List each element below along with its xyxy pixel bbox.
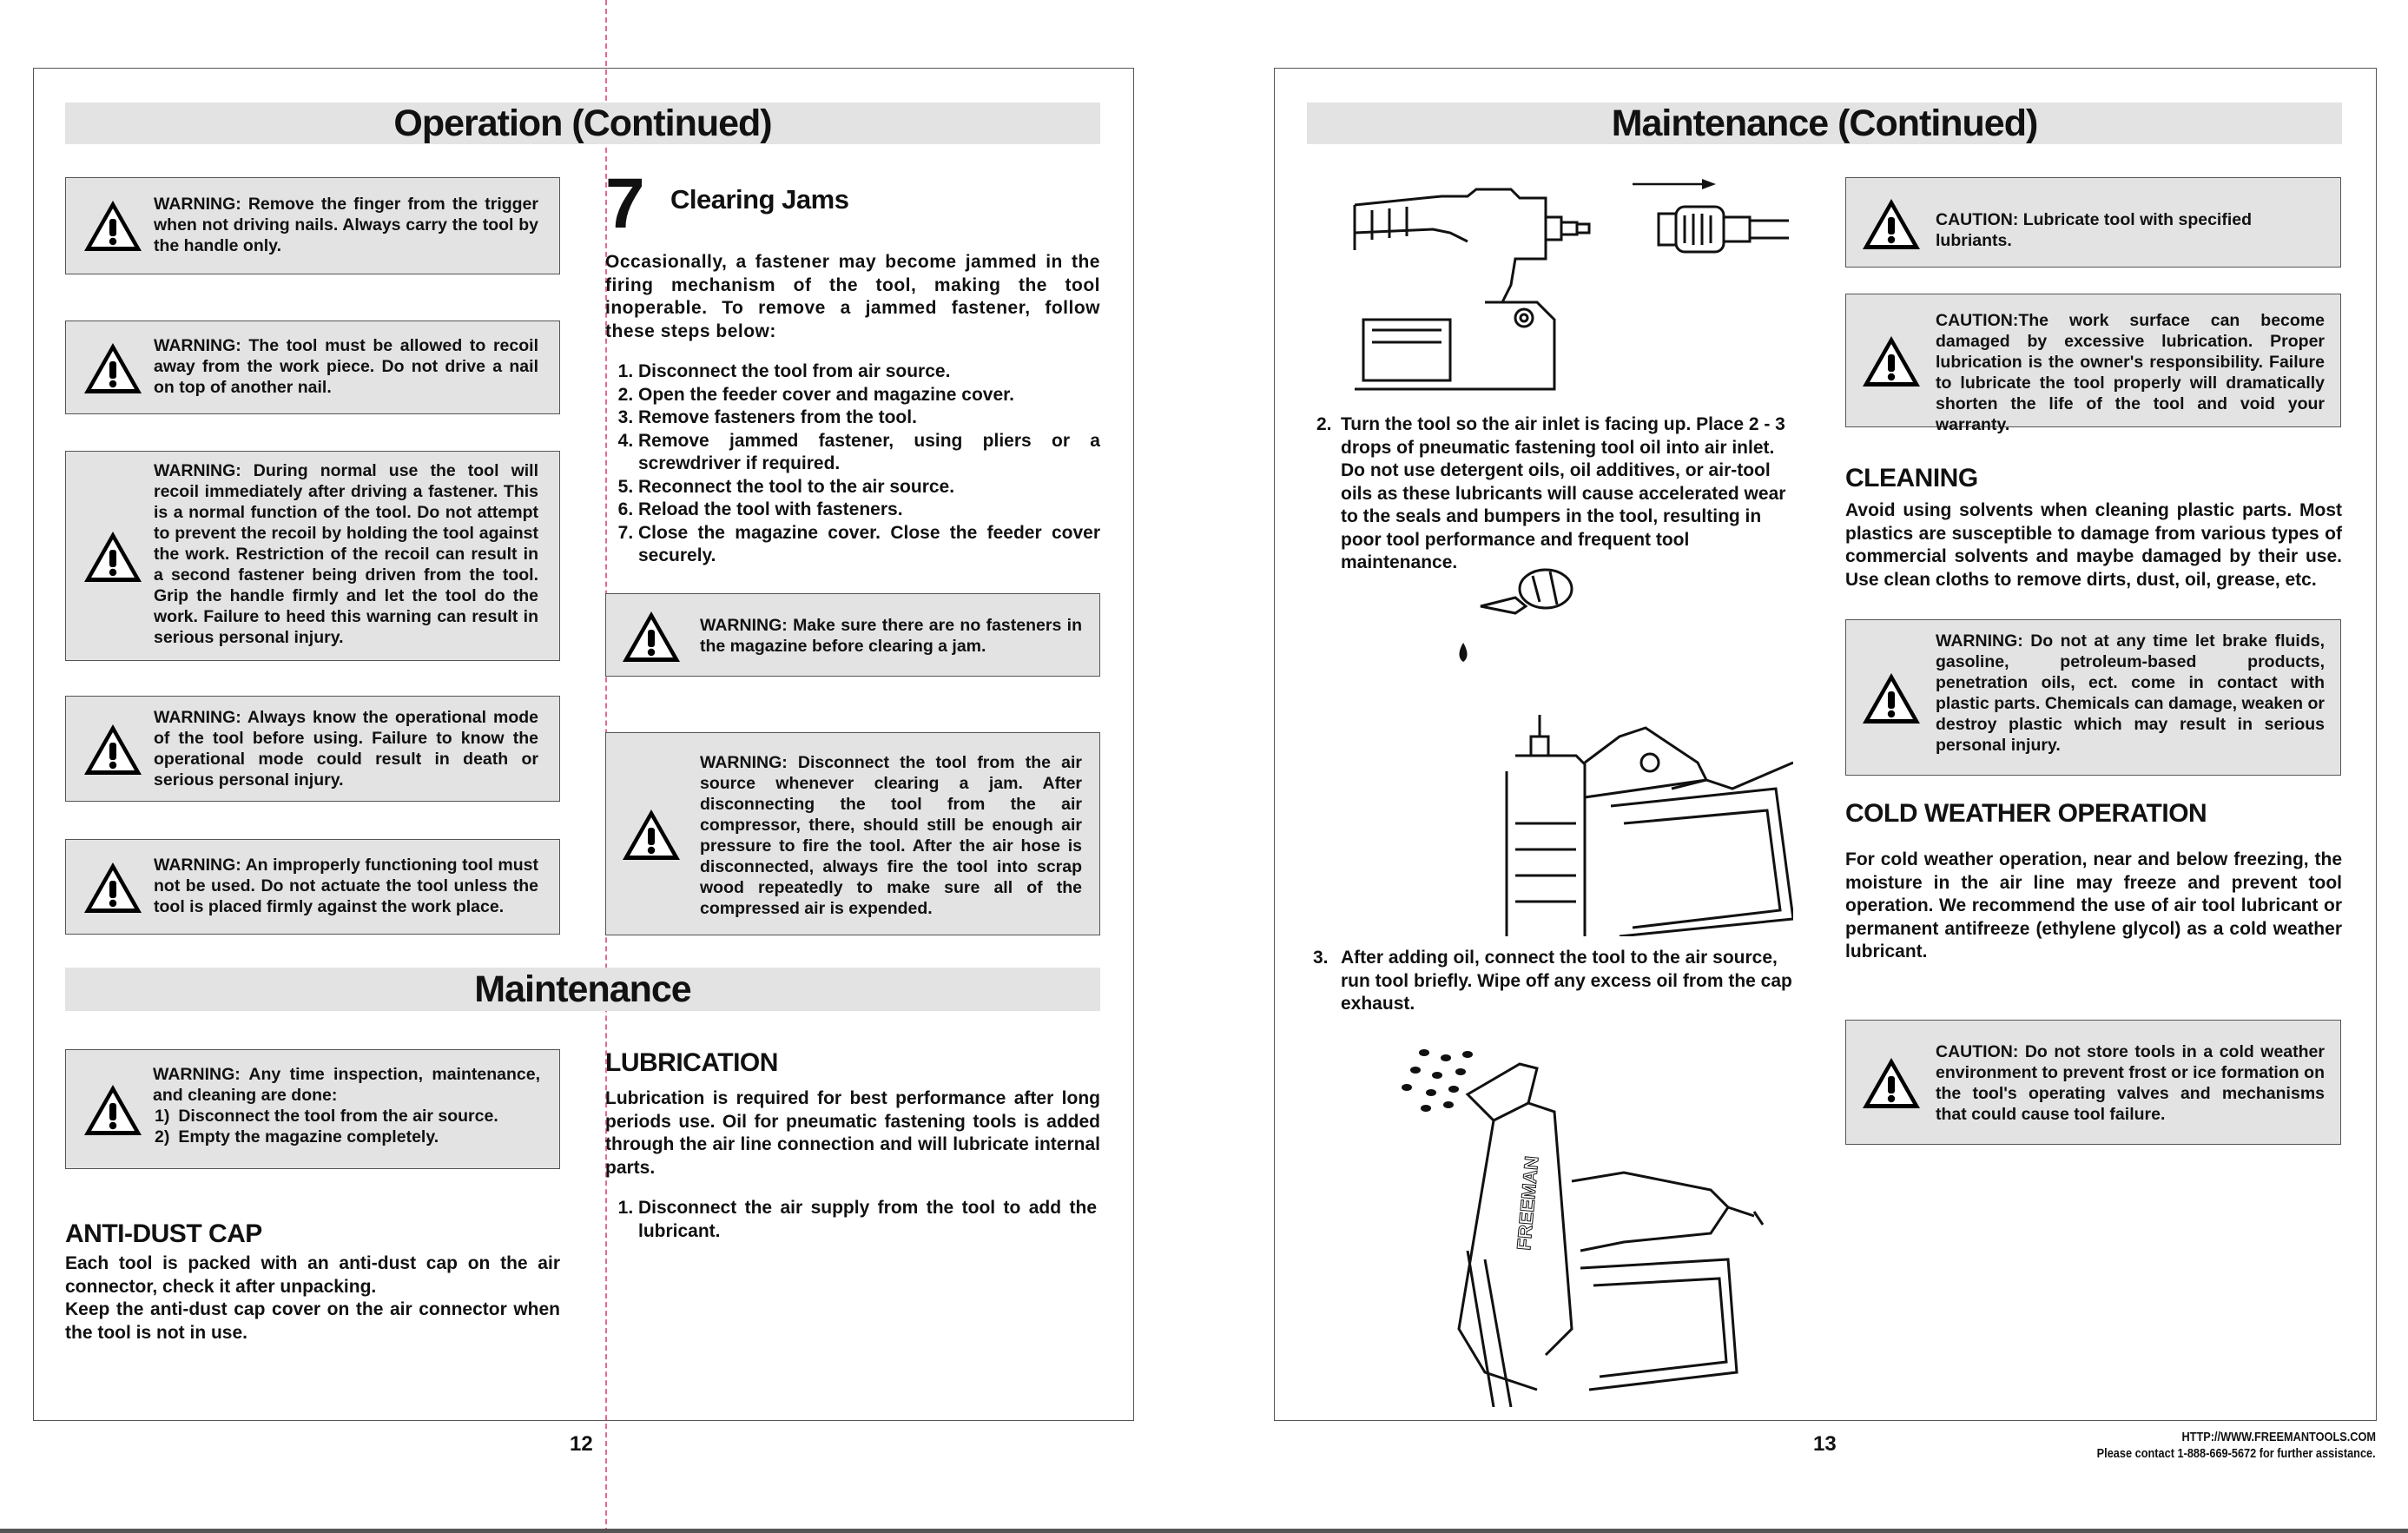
warning-text: WARNING: Make sure there are no fasteners in the magazine before clearing a jam. — [700, 616, 1082, 656]
warning-text: WARNING: Remove the finger from the trigger when not driving nails. Always carry the tool by the handle only. — [154, 195, 538, 255]
page-number-right: 13 — [1813, 1432, 1837, 1456]
warning-icon — [82, 859, 144, 916]
step-item: 7. Close the magazine cover. Close the feeder cover securely. — [638, 522, 1100, 568]
warning-item — [153, 1106, 540, 1127]
paragraph: Keep the anti-dust cap cover on the air connector when the tool is not in use. — [65, 1299, 560, 1343]
warning-box-recoil — [65, 320, 560, 414]
step-item: 2. Open the feeder cover and magazine cover. — [638, 384, 1100, 407]
step-number: 3. — [1313, 948, 1329, 968]
oiling-illustration — [1446, 563, 1793, 936]
warning-box-no-fasteners — [605, 593, 1100, 677]
clearing-jams-title: Clearing Jams — [670, 184, 849, 215]
air-connector-illustration — [1337, 172, 1789, 398]
step-number: 7 — [605, 164, 643, 243]
warning-box-finger — [65, 177, 560, 274]
warning-text: WARNING: The tool must be allowed to recoil away from the work piece. Do not drive a nail on top of another nail. — [154, 336, 538, 397]
warning-icon — [1860, 1054, 1923, 1112]
caution-text: CAUTION: Lubricate tool with specified lubriants. — [1936, 210, 2253, 250]
caution-box-storage — [1845, 1020, 2341, 1145]
warning-box-improper — [65, 839, 560, 935]
item-number: 1) — [155, 1107, 170, 1126]
caution-box-excess — [1845, 294, 2341, 434]
warning-box-inspection — [65, 1049, 560, 1169]
anti-dust-cap-text — [65, 1252, 560, 1345]
warning-text: WARNING: Disconnect the tool from the air source whenever clearing a jam. After disconnecting the tool from the air compressor, there, should still be enough air pressure to fire the tool. After the air hose is disconnected, always fire the tool into scrap wood repeatedly to make sure all of the compressed air is expended. — [700, 753, 1082, 918]
step-item: 4. Remove jammed fastener, using pliers or a screwdriver if required. — [638, 430, 1100, 476]
warning-box-normal-use — [65, 451, 560, 661]
step-item: 1. Disconnect the tool from air source. — [638, 360, 1100, 384]
cold-weather-text: For cold weather operation, near and below freezing, the moisture in the air line may freeze and prevent tool operation. We recommend the use of air tool lubricant or permanent antifreeze (ethylene glycol) as a cold weather lubricant. — [1845, 849, 2342, 961]
cleaning-text: Avoid using solvents when cleaning plastic parts. Most plastics are susceptible to damage from various types of commercial solvents and maybe damaged by their use. Use clean cloths to remove dirts, dust, oil, grease, etc. — [1845, 500, 2342, 590]
exhaust-illustration — [1363, 1042, 1780, 1407]
warning-icon — [620, 806, 683, 863]
warning-intro: WARNING: Any time inspection, maintenance, and cleaning are done: — [153, 1065, 540, 1105]
warning-text: WARNING: Do not at any time let brake fluids, gasoline, petroleum-based products, penetration oils, ect. come in contact with plastic parts. Chemicals can damage, weaken or destroy plastic which may result in serious personal injury. — [1936, 631, 2325, 755]
warning-icon — [82, 721, 144, 778]
step-text: After adding oil, connect the tool to the air source, run tool briefly. Wipe off any excess oil from the cap exhaust. — [1341, 948, 1792, 1014]
warning-icon — [1860, 333, 1923, 390]
footer-url[interactable]: HTTP://WWW.FREEMANTOOLS.COM — [2181, 1430, 2376, 1444]
lubrication-steps — [605, 1197, 1097, 1243]
warning-item — [153, 1127, 540, 1147]
item-text: Empty the magazine completely. — [178, 1127, 439, 1146]
warning-text — [153, 1064, 540, 1147]
tool-brand-text: FREEMAN — [1513, 1154, 1543, 1252]
warning-icon — [82, 528, 144, 585]
step-number: 2. — [1316, 414, 1332, 434]
anti-dust-cap-title: ANTI-DUST CAP — [65, 1219, 262, 1248]
step-item: 1. Disconnect the air supply from the tool to add the lubricant. — [638, 1197, 1097, 1243]
warning-icon — [620, 608, 683, 665]
warning-icon — [82, 197, 144, 254]
operation-header: Operation (Continued) — [65, 102, 1100, 144]
step-item: 3. Remove fasteners from the tool. — [638, 406, 1100, 430]
lubrication-title: LUBRICATION — [605, 1048, 778, 1077]
step-2-row — [1313, 413, 1804, 575]
cleaning-title: CLEANING — [1845, 464, 1978, 492]
warning-text: WARNING: Always know the operational mode of the tool before using. Failure to know the operational mode could result in death or serious personal injury. — [154, 708, 538, 790]
warning-box-chemicals — [1845, 619, 2341, 776]
warning-text: WARNING: An improperly functioning tool must not be used. Do not actuate the tool unless the tool is placed firmly against the work place. — [154, 856, 538, 916]
caution-text: CAUTION:The work surface can become damaged by excessive lubrication. Proper lubrication is the owner's responsibility. Failure to lubricate the tool properly will dramatically shorten the life of the tool and void your warranty. — [1936, 311, 2325, 434]
maintenance-continued-header: Maintenance (Continued) — [1307, 102, 2342, 144]
warning-text: WARNING: During normal use the tool will recoil immediately after driving a fastener. This is a normal function of the tool. Do not attempt to prevent the recoil by holding the tool against the work. Restriction of the recoil can result in a second fastener being driven from the tool. Grip the handle firmly and let the tool do the work. Failure to heed this warning can result in serious personal injury. — [154, 461, 538, 647]
warning-icon — [82, 1081, 144, 1139]
step-text: Turn the tool so the air inlet is facing up. Place 2 - 3 drops of pneumatic fastening tool oil into air inlet. Do not use detergent oils, oil additives, or air-tool oils as these lubricants will cause accelerated wear to the seals and bumpers in the tool, resulting in poor tool performance and frequent tool maintenance. — [1341, 414, 1786, 572]
warning-box-disconnect — [605, 732, 1100, 935]
lubrication-text: Lubrication is required for best performance after long periods use. Oil for pneumatic fastening tools is added through the air line connection and will lubricate internal parts. — [605, 1088, 1100, 1178]
footer-contact: Please contact 1-888-669-5672 for further assistance. — [2096, 1446, 2376, 1461]
paragraph: Each tool is packed with an anti-dust cap on the air connector, check it after unpacking. — [65, 1253, 560, 1297]
item-text: Disconnect the tool from the air source. — [178, 1107, 498, 1126]
step-item: 5. Reconnect the tool to the air source. — [638, 476, 1100, 499]
bottom-edge — [0, 1529, 2408, 1533]
warning-icon — [1860, 195, 1923, 253]
item-number: 2) — [155, 1127, 170, 1146]
cold-weather-title: COLD WEATHER OPERATION — [1845, 799, 2207, 828]
clearing-jams-intro: Occasionally, a fastener may become jammed in the firing mechanism of the tool, making the tool inoperable. To remove a jammed fastener, follow these steps below: — [605, 252, 1100, 341]
warning-box-mode — [65, 696, 560, 802]
warning-icon — [1860, 670, 1923, 727]
caution-box-lubricate — [1845, 177, 2341, 268]
step-item: 6. Reload the tool with fasteners. — [638, 499, 1100, 522]
maintenance-header: Maintenance — [65, 968, 1100, 1011]
clearing-jams-steps — [605, 360, 1100, 568]
step-3-row — [1313, 947, 1804, 1016]
caution-text: CAUTION: Do not store tools in a cold weather environment to prevent frost or ice formation on the tool's operating valves and mechanisms that could cause tool failure. — [1936, 1042, 2325, 1124]
warning-icon — [82, 340, 144, 397]
page-number-left: 12 — [570, 1432, 593, 1456]
